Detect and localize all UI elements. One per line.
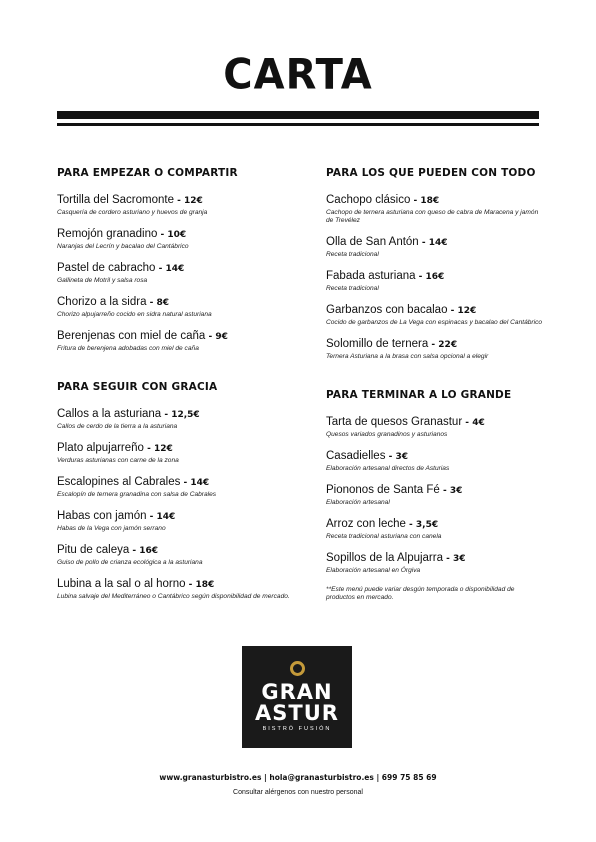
dish-description: Receta tradicional (326, 285, 379, 292)
dish-name: Lubina a la sal o al horno (57, 578, 186, 590)
menu-item (57, 228, 307, 251)
menu-item-line (57, 544, 307, 558)
dish-description: Elaboración artesanal (326, 499, 390, 506)
menu-item-line (57, 476, 307, 490)
menu-item (57, 510, 307, 533)
menu-section (326, 167, 546, 361)
price-separator: - (185, 580, 196, 590)
menu-item (326, 270, 546, 293)
dish-name: Fabada asturiana (326, 270, 416, 282)
menu-item-line (326, 236, 546, 250)
menu-item (326, 450, 546, 473)
dish-price: 18€ (195, 580, 215, 590)
gran-astur-logo (242, 646, 352, 748)
dish-description: Naranjas del Lecrín y bacalao del Cantábrico (57, 243, 189, 250)
menu-item (326, 236, 546, 259)
price-separator: - (428, 340, 439, 350)
dish-description: Elaboración artesanal directos de Asturias (326, 465, 450, 472)
dish-price: 3€ (449, 486, 463, 496)
menu-item (326, 416, 546, 439)
price-separator: - (410, 196, 421, 206)
right-column (326, 167, 546, 630)
dish-description: Cocido de garbanzos de La Vega con espinacas y bacalao del Cantábrico (326, 319, 543, 326)
logo-tagline: BISTRÓ FUSIÓN (262, 726, 332, 732)
dish-price: 12€ (184, 196, 203, 206)
price-separator: - (205, 332, 216, 342)
price-separator: - (418, 238, 429, 248)
menu-item-line (57, 330, 307, 344)
dish-description: Chorizo alpujarreño cocido en sidra natural asturiana (57, 311, 212, 318)
dish-price: 22€ (438, 340, 458, 350)
dish-price: 3€ (453, 554, 466, 564)
menu-item (57, 330, 307, 353)
dish-description: Callos de cerdo de la tierra a la asturiana (57, 423, 178, 430)
contact-line: www.granasturbistro.es | hola@granasturbistro.es | 699 75 85 69 (159, 773, 437, 782)
dish-price: 14€ (156, 512, 176, 522)
menu-item-line (57, 296, 307, 310)
menu-item-line (326, 416, 546, 430)
menu-item-line (326, 518, 546, 532)
dish-description: Fritura de berenjena adobadas con miel de caña (57, 345, 199, 352)
price-separator: - (129, 546, 140, 556)
dish-price: 12€ (153, 444, 173, 454)
dish-name: Pastel de cabracho (57, 262, 156, 274)
dish-name: Callos a la asturiana (57, 408, 162, 420)
dish-name: Habas con jamón (57, 510, 147, 522)
price-separator: - (146, 298, 157, 308)
dish-name: Olla de San Antón (326, 236, 419, 248)
menu-item-line (326, 450, 546, 464)
price-separator: - (157, 230, 168, 240)
dish-price: 9€ (215, 332, 228, 342)
dish-price: 14€ (428, 238, 448, 248)
dish-description: Cachopo de ternera asturiana con queso de cabra de Maracena y jamón de Trevélez (326, 209, 539, 224)
menu-item-line (326, 194, 546, 208)
menu-item (57, 194, 307, 217)
menu-item (326, 304, 546, 327)
menu-item (326, 338, 546, 361)
dish-name: Berenjenas con miel de caña (57, 330, 206, 342)
dish-price: 10€ (167, 230, 187, 240)
menu-item (57, 262, 307, 285)
dish-name: Tarta de quesos Granastur (326, 416, 463, 428)
menu-item (57, 544, 307, 567)
menu-item (326, 518, 546, 541)
section-title: PARA LOS QUE PUEDEN CON TODO (326, 167, 536, 179)
logo-word-gran: GRAN (261, 680, 333, 704)
menu-item-line (57, 262, 307, 276)
menu-item (57, 578, 307, 601)
menu-item-line (326, 270, 546, 284)
dish-description: Elaboración artesanal en Órgiva (326, 567, 421, 574)
menu-item-line (57, 442, 307, 456)
dish-price: 16€ (139, 546, 159, 556)
dish-name: Cachopo clásico (326, 194, 411, 206)
price-separator: - (439, 486, 450, 496)
section-title: PARA TERMINAR A LO GRANDE (326, 389, 512, 401)
menu-item-line (57, 408, 307, 422)
menu-section (326, 389, 546, 602)
dish-name: Pitu de caleya (57, 544, 130, 556)
dish-name: Arroz con leche (326, 518, 406, 530)
menu-item-line (57, 578, 307, 592)
dish-name: Sopillos de la Alpujarra (326, 552, 443, 564)
section-title: PARA SEGUIR CON GRACIA (57, 381, 218, 393)
dish-price: 14€ (165, 264, 185, 274)
dish-price: 12,5€ (171, 410, 200, 420)
menu-item (326, 552, 546, 575)
price-separator: - (447, 306, 458, 316)
menu-item (57, 408, 307, 431)
availability-note: **Este menú puede variar desgún temporada o disponibilidad de productos en mercado. (326, 586, 515, 601)
dish-description: Habas de la Vega con jamón serrano (57, 525, 166, 532)
title-rule-thick (57, 111, 539, 119)
price-separator: - (415, 272, 426, 282)
dish-price: 14€ (190, 478, 210, 488)
dish-description: Receta tradicional asturiana con canela (326, 533, 442, 540)
price-separator: - (143, 444, 154, 454)
dish-description: Ternera Asturiana a la brasa con salsa opcional a elegir (326, 353, 489, 360)
price-separator: - (161, 410, 172, 420)
dish-name: Escalopines al Cabrales (57, 476, 181, 488)
price-separator: - (146, 512, 157, 522)
dish-name: Chorizo a la sidra (57, 296, 147, 308)
menu-item-line (326, 484, 546, 498)
menu-item-line (57, 194, 307, 208)
dish-description: Gallineta de Motril y salsa rosa (57, 277, 148, 284)
menu-item (326, 194, 546, 225)
menu-item-line (326, 338, 546, 352)
dish-name: Remojón granadino (57, 228, 158, 240)
dish-price: 3,5€ (415, 520, 439, 530)
dish-name: Casadielles (326, 450, 386, 462)
dish-price: 18€ (420, 196, 440, 206)
price-separator: - (405, 520, 416, 530)
price-separator: - (385, 452, 396, 462)
section-title: PARA EMPEZAR O COMPARTIR (57, 167, 238, 179)
menu-item (57, 476, 307, 499)
title-rule-thin (57, 123, 539, 126)
price-separator: - (173, 196, 184, 206)
menu-item-line (326, 552, 546, 566)
menu-item (326, 484, 546, 507)
price-separator: - (180, 478, 191, 488)
dish-description: Casquería de cordero asturiano y huevos de granja (57, 209, 208, 216)
dish-price: 4€ (472, 418, 485, 428)
dish-name: Garbanzos con bacalao (326, 304, 448, 316)
menu-section (57, 167, 307, 353)
menu-item-line (57, 510, 307, 524)
dish-price: 16€ (425, 272, 445, 282)
dish-price: 8€ (156, 298, 170, 308)
left-column (57, 167, 307, 629)
dish-name: Tortilla del Sacromonte (57, 194, 174, 206)
dish-description: Escalopín de ternera granadina con salsa de Cabrales (57, 491, 217, 498)
dish-name: Plato alpujarreño (57, 442, 144, 454)
logo-word-astur: ASTUR (255, 701, 339, 725)
price-separator: - (155, 264, 166, 274)
menu-item (57, 442, 307, 465)
dish-name: Piononos de Santa Fé (326, 484, 440, 496)
dish-description: Verduras asturianas con carne de la zona (57, 457, 179, 464)
dish-description: Lubina salvaje del Mediterráneo o Cantábrico según disponibilidad de mercado. (57, 593, 290, 600)
price-separator: - (462, 418, 473, 428)
menu-section (57, 381, 307, 601)
dish-price: 3€ (395, 452, 408, 462)
menu-item (57, 296, 307, 319)
dish-description: Receta tradicional (326, 251, 379, 258)
menu-item-line (326, 304, 546, 318)
allergen-notice: Consultar alérgenos con nuestro personal (233, 789, 363, 796)
menu-item-line (57, 228, 307, 242)
dish-description: Quesos variados granadinos y asturianos (326, 431, 448, 438)
dish-price: 12€ (457, 306, 477, 316)
dish-description: Guiso de pollo de crianza ecológica a la asturiana (57, 559, 203, 566)
price-separator: - (443, 554, 454, 564)
dish-name: Solomillo de ternera (326, 338, 429, 350)
fork-knife-badge-icon (290, 661, 305, 676)
menu-title: CARTA (223, 50, 373, 100)
